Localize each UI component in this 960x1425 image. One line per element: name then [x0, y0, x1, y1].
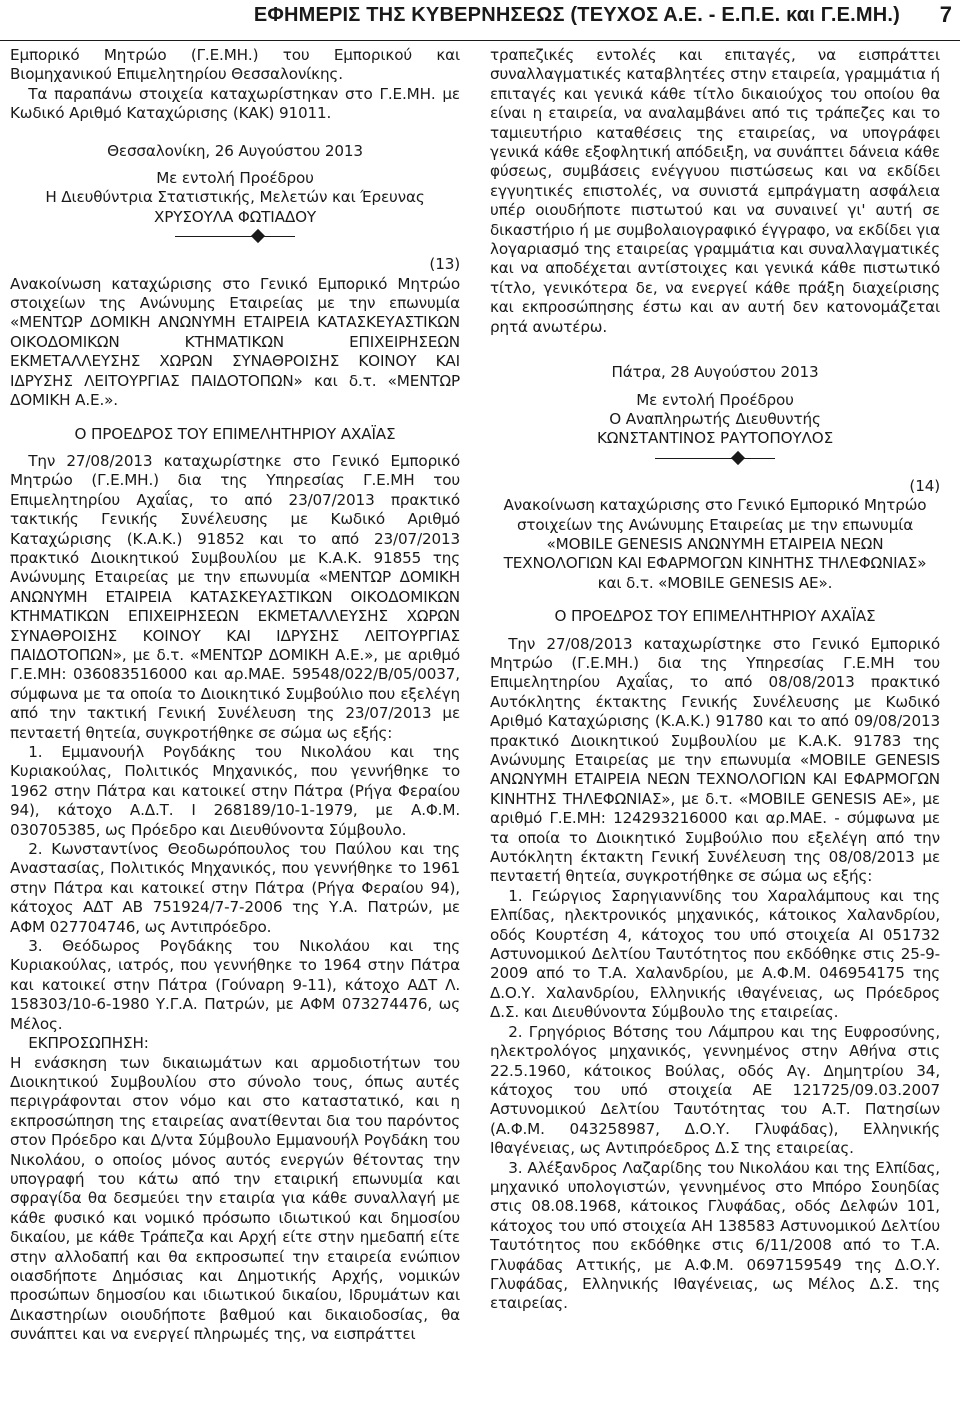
header-rule — [0, 40, 960, 41]
member-3: 3. Αλέξανδρος Λαζαρίδης του Νικολάου και της Ελπίδας, μηχανικό υπολογιστών, γεννημένος στο Μπόρο Σουηδίας στις 08.08.1968, κάτοικος Γλυφάδας, οδός Δελφών 101, κάτοχος του υπό στοιχεία ΑΗ 138583 Αστυνομικού Δελτίου Ταυτότητος που εκδόθηκε στις 6/11/2008 από το Τ.Α. Γλυφάδας Αττικής, με Α.Φ.Μ. 0697159549 της Δ.Ο.Υ. Γλυφάδας, Ελληνικής Ιθαγένειας, ως Μέλος Δ.Σ. της εταιρείας. — [490, 1158, 940, 1313]
section-divider — [175, 227, 295, 247]
representation-text: Η ενάσκηση των δικαιωμάτων και αρμοδιοτήτων του Διοικητικού Συμβουλίου στο σύνολο τους, όπως αυτές περιγράφονται στον νόμο και στο καταστατικό, και η εκπροσώπηση της εταιρείας ανατίθενται δια του παρόντος στον Πρόεδρο και Δ/ντα Σύμβουλο Εμμανουήλ Ρογδάκη του Νικολάου, ο οποίος μόνος αυτός ενεργών θέτοντας την υπογραφή του κάτω από την εταιρική επωνυμία και σφραγίδα θα δεσμεύει την εταιρία για κάθε συναλλαγή με κάθε φυσικό και νομικό πρόσωπο ιδιωτικού και δημοσίου δικαίου, με κάθε Τράπεζα και Αρχή είτε στην ημεδαπή είτε στην αλλοδαπή και θα εκπροσωπεί την εταιρεία ενώπιον οιασδήποτε Δημόσιας και Δημοτικής Αρχής, νομικών προσώπων δημοσίου και ιδιωτικού δικαίου, Ιδρυμάτων και Δικαστηρίων οιουδήποτε βαθμού και δικαιοδοσίας, θα συνάπτει και να ενεργεί πληρωμές της, να εισπράττει — [10, 1053, 460, 1344]
right-column — [490, 46, 940, 1314]
diamond-icon — [731, 451, 745, 465]
representation-label: ΕΚΠΡΟΣΩΠΗΣΗ: — [28, 1034, 149, 1053]
member-2: 2. Κωνσταντίνος Θεοδωρόπουλος του Παύλου και της Αναστασίας, Πολιτικός Μηχανικός, που γεννήθηκε το 1961 στην Πάτρα και κατοικεί στην Πάτρα (Ρήγα Φεραίου 94), κάτοχος ΑΔΤ ΑΒ 751924/7-7-2006 της Υ.Α. Πατρών, με ΑΦΜ 027704746, ως Αντιπρόεδρο. — [10, 840, 460, 936]
notice-number: (14) — [909, 476, 940, 495]
notice-title: Ανακοίνωση καταχώρισης στο Γενικό Εμπορικό Μητρώο στοιχείων της Ανώνυμης Εταιρείας με την επωνυμία «ΜΕΝΤΩΡ ΔΟΜΙΚΗ ΑΝΩΝΥΜΗ ΕΤΑΙΡΕΙΑ ΚΑΤΑΣΚΕΥΑΣΤΙΚΩΝ ΟΙΚΟΔΟΜΙΚΩΝ ΚΤΗΜΑΤΙΚΩΝ ΕΠΙΧΕΙΡΗΣΕΩΝ ΕΚΜΕΤΑΛΛΕΥΣΗΣ ΧΩΡΩΝ ΣΥΝΑΘΡΟΙΣΗΣ ΚΟΙΝΟΥ ΚΑΙ ΙΔΡΥΣΗΣ ΛΕΙΤΟΥΡΓΙΑΣ ΠΑΙΔΟΤΟΠΩΝ» και δ.τ. «ΜΕΝΤΩΡ ΔΟΜΙΚΗ Α.Ε.». — [10, 274, 460, 410]
signer-name: ΚΩΝΣΤΑΝΤΙΝΟΣ ΡΑΥΤΟΠΟΥΛΟΣ — [596, 429, 834, 448]
order-label: Με εντολή Προέδρου — [636, 390, 794, 409]
left-column — [10, 46, 460, 1345]
continued-paragraph: τραπεζικές εντολές και επιταγές, να εισπράττει συναλλαγματικές καταβλητέες στην εταιρεία, γραμμάτια ή επιταγές και γενικά κάθε τίτλο δικαιούχος του οποίου θα είναι η εταιρεία, να αναλαμβάνει από τις τράπεζες και το ταμιευτήριο καταθέσεις της εταιρείας, να υπογράφει γενικά κάθε εξοφλητική απόδειξη, να συνάπτει δάνεια κάθε φύσεως, συμβάσεις ενέγγυου πιστώσεως και να εκδίδει εγγυητικές επιστολές, να συνιστά εμπράγματη ασφάλεια υπέρ οιουδήποτε πιστωτού και να συναινεί γι' αυτή σε δικαστήριο ή με συμβολαιογραφικό έγγραφο, να εκδίδει για λογαριασμό της εταιρείας γραμμάτια και συναλλαγματικές και να αποδέχεται αντίστοιχες και γενικά κάθε πιστωτικό τίτλο, γενικότερα δε, να ενεργεί κάθε πράξη διαχείρισης και εκπροσώπησης έστω και αν αυτή δεν κατονομάζεται ρητά ανωτέρω. — [490, 46, 940, 336]
notice-title: Ανακοίνωση καταχώρισης στο Γενικό Εμπορικό Μητρώο στοιχείων της Ανώνυμης Εταιρείας με την επωνυμία «MOBILE GENESIS ΑΝΩΝΥΜΗ ΕΤΑΙΡΕΙΑ ΝΕΩΝ ΤΕΧΝΟΛΟΓΙΩΝ ΚΑΙ ΕΦΑΡΜΟΓΩΝ ΚΙΝΗΤΗΣ ΤΗΛΕΦΩΝΙΑΣ» και δ.τ. «MOBILE GENESIS AE». — [503, 496, 927, 592]
signer-role: Η Διευθύντρια Στατιστικής, Μελετών και Έρευνας — [45, 188, 425, 207]
section-divider — [655, 449, 775, 469]
place-date: Θεσσαλονίκη, 26 Αυγούστου 2013 — [107, 141, 363, 160]
member-2: 2. Γρηγόριος Βότσης του Λάμπρου και της Ευφροσύνης, ηλεκτρολόγος μηχανικός, γεννημένος στην Αθήνα στις 22.5.1960, κάτοικος Βούλας, οδός Αγ. Δημητρίου 34, κάτοχος του υπό στοιχεία ΑΕ 121725/09.03.2007 Αστυνομικού Δελτίου Ταυτότητας του Α.Τ. Πατησίων (Α.Φ.Μ. 043258987, Δ.Ο.Υ. Γλυφάδας), Ελληνικής Ιθαγένειας, ως Αντιπρόεδρος Δ.Σ της εταιρείας. — [490, 1022, 940, 1158]
page-number: 7 — [939, 2, 952, 27]
diamond-icon — [251, 229, 265, 243]
body-paragraph: Την 27/08/2013 καταχωρίστηκε στο Γενικό Εμπορικό Μητρώο (Γ.Ε.ΜΗ.) δια της Υπηρεσίας Γ.Ε.ΜΗ του Επιμελητηρίου Αχαΐας, το από 23/07/2013 πρακτικό τακτικής Γενικής Συνέλευσης με Κωδικό Αριθμό Καταχώρισης (Κ.Α.Κ.) 91852 και το από 23/07/2013 πρακτικό Διοικητικού Συμβουλίου με Κ.Α.Κ. 91855 της Ανώνυμης Εταιρείας με την επωνυμία «ΜΕΝΤΩΡ ΔΟΜΙΚΗ ΑΝΩΝΥΜΗ ΕΤΑΙΡΕΙΑ ΚΑΤΑΣΚΕΥΑΣΤΙΚΩΝ ΟΙΚΟΔΟΜΙΚΩΝ ΚΤΗΜΑΤΙΚΩΝ ΕΠΙΧΕΙΡΗΣΕΩΝ ΕΚΜΕΤΑΛΛΕΥΣΗΣ ΧΩΡΩΝ ΣΥΝΑΘΡΟΙΣΗΣ ΚΟΙΝΟΥ ΚΑΙ ΙΔΡΥΣΗΣ ΛΕΙΤΟΥΡΓΙΑΣ ΠΑΙΔΟΤΟΠΩΝ», με δ.τ. «ΜΕΝΤΩΡ ΔΟΜΙΚΗ Α.Ε.», με αριθμό Γ.Ε.ΜΗ: 036083516000 και αρ.ΜΑΕ. 59548/022/Β/05/0037, σύμφωνα με τα οποία το Διοικητικό Συμβούλιο που εξελέγη από την τακτική Γενική Συνέλευση της 23/07/2013 με πενταετή θητεία, συγκροτήθηκε σε σώμα ως εξής: — [10, 451, 460, 742]
signer-name: ΧΡΥΣΟΥΛΑ ΦΩΤΙΑΔΟΥ — [153, 207, 317, 226]
section-heading: Ο ΠΡΟΕΔΡΟΣ ΤΟΥ ΕΠΙΜΕΛΗΤΗΡΙΟΥ ΑΧΑΪΑΣ — [554, 607, 876, 626]
intro-paragraph: Εμπορικό Μητρώο (Γ.Ε.ΜΗ.) του Εμπορικού και Βιομηχανικού Επιμελητηρίου Θεσσαλονίκης. — [10, 46, 460, 84]
place-date: Πάτρα, 28 Αυγούστου 2013 — [611, 363, 819, 382]
section-heading: Ο ΠΡΟΕΔΡΟΣ ΤΟΥ ΕΠΙΜΕΛΗΤΗΡΙΟΥ ΑΧΑΪΑΣ — [74, 424, 396, 443]
member-1: 1. Εμμανουήλ Ρογδάκης του Νικολάου και της Κυριακούλας, Πολιτικός Μηχανικός, που γεννήθηκε το 1962 στην Πάτρα και κατοικεί στην Πάτρα (Ρήγα Φεραίου 94), κάτοχο Α.Δ.Τ. Ι 268189/10-1-1979, με Α.Φ.Μ. 030705385, ως Πρόεδρο και Διευθύνοντα Σύμβουλο. — [10, 743, 460, 839]
gazette-title: ΕΦΗΜΕΡΙΣ ΤΗΣ ΚΥΒΕΡΝΗΣΕΩΣ (ΤΕΥΧΟΣ Α.Ε. - Ε.Π.Ε. και Γ.Ε.ΜΗ.) — [253, 4, 900, 26]
page-header — [0, 0, 960, 44]
order-label: Με εντολή Προέδρου — [156, 169, 314, 188]
member-3: 3. Θεόδωρος Ρογδάκης του Νικολάου και της Κυριακούλας, ιατρός, που γεννήθηκε το 1964 στην Πάτρα και κατοικεί στην Πάτρα (Γούναρη 9-11), κάτοχο ΑΔΤ Λ. 158303/10-6-1980 Υ.Γ.Α. Πατρών, με ΑΦΜ 073274476, ως Μέλος. — [10, 937, 460, 1033]
signer-role: Ο Αναπληρωτής Διευθυντής — [609, 409, 821, 428]
intro-paragraph-2: Τα παραπάνω στοιχεία καταχωρίστηκαν στο Γ.Ε.ΜΗ. με Κωδικό Αριθμό Καταχώρισης (ΚΑΚ) 91011. — [10, 84, 460, 123]
body-paragraph: Την 27/08/2013 καταχωρίστηκε στο Γενικό Εμπορικό Μητρώο (Γ.Ε.ΜΗ.) δια της Υπηρεσίας Γ.Ε.ΜΗ του Επιμελητηρίου Αχαΐας, το από 08/08/2013 πρακτικό Αυτόκλητης έκτακτης Γενικής Συνέλευσης με Κωδικό Αριθμό Καταχώρισης (Κ.Α.Κ.) 91780 και το από 09/08/2013 πρακτικό Διοικητικού Συμβουλίου με Κ.Α.Κ. 91783 της Ανώνυμης Εταιρείας με την επωνυμία «MOBILE GENESIS ΑΝΩΝΥΜΗ ΕΤΑΙΡΕΙΑ ΝΕΩΝ ΤΕΧΝΟΛΟΓΙΩΝ ΚΑΙ ΕΦΑΡΜΟΓΩΝ ΚΙΝΗΤΗΣ ΤΗΛΕΦΩΝΙΑΣ», με δ.τ. «MOBILE GENESIS AE», με αριθμό Γ.Ε.ΜΗ: 124293216000 και αρ.ΜΑΕ. - σύμφωνα με τα οποία το Διοικητικό Συμβούλιο που εξελέγη από την Αυτόκλητη έκτακτη Γενική Συνέλευση της 08/08/2013 με πενταετή θητεία, συγκροτήθηκε σε σώμα ως εξής: — [490, 634, 940, 886]
member-1: 1. Γεώργιος Σαρηγιαννίδης του Χαραλάμπους και της Ελπίδας, ηλεκτρονικός μηχανικός, κάτοικος Χαλανδρίου, οδός Κουρτέση 4, κάτοχος του υπό στοιχεία ΑΙ 051732 Αστυνομικού Δελτίου Ταυτότητος που εκδόθηκε στις 25-9-2009 από το Τ.Α. Χαλανδρίου, με Α.Φ.Μ. 046954175 της Δ.Ο.Υ. Χαλανδρίου, Ελληνικής ιθαγένειας, ως Πρόεδρος Δ.Σ. και Διευθύνοντα Σύμβουλο της εταιρείας. — [490, 886, 940, 1022]
notice-number: (13) — [429, 255, 460, 274]
